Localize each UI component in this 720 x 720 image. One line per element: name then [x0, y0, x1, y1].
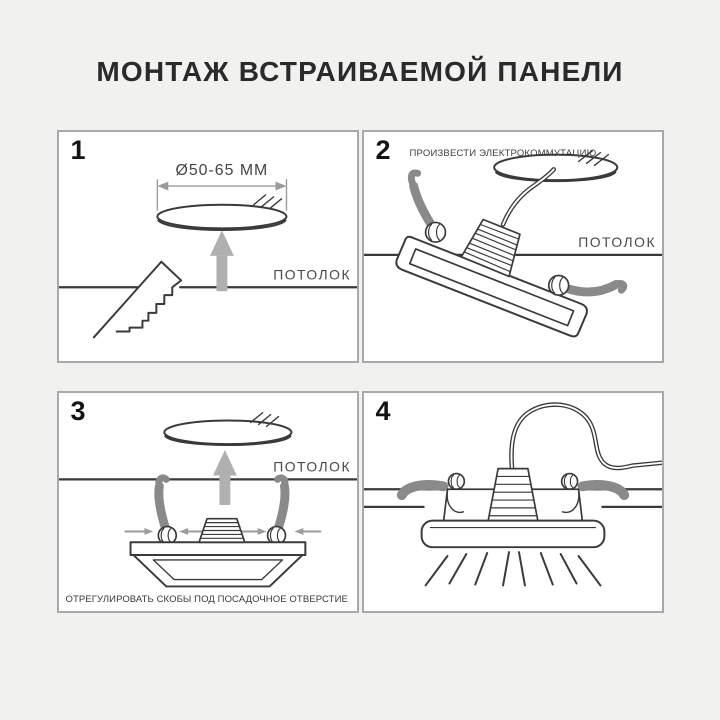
light-rays-icon	[425, 552, 600, 585]
driver-block	[199, 519, 245, 543]
spring-clip-left-icon	[158, 478, 176, 544]
step-number-3: 3	[70, 396, 86, 426]
panel-disc	[164, 413, 291, 445]
step2-wiring-illustration	[364, 132, 662, 361]
spring-clip-left-icon	[411, 173, 445, 242]
spring-clip-right-icon	[548, 275, 623, 295]
step-panel-3	[57, 391, 359, 613]
step4-installed-illustration	[364, 393, 662, 611]
step-number-1: 1	[70, 135, 86, 165]
diameter-dimension-label: Ø50-65 ММ	[175, 162, 268, 180]
step2-instruction: ПРОИЗВЕСТИ ЭЛЕКТРОКОММУТАЦИЮ	[409, 148, 597, 159]
cut-piece-saw-icon	[93, 262, 180, 338]
page-title: МОНТАЖ ВСТРАИВАЕМОЙ ПАНЕЛИ	[96, 56, 624, 87]
ceiling-label: ПОТОЛОК	[272, 266, 351, 283]
steps-grid	[57, 130, 664, 613]
step-number-2: 2	[375, 135, 391, 165]
spring-clip-right-icon	[267, 478, 285, 544]
ceiling-label: ПОТОЛОК	[272, 458, 351, 475]
panel-disc	[157, 195, 286, 230]
up-arrow-icon	[212, 450, 236, 505]
step-panel-2	[362, 130, 664, 363]
up-arrow-icon	[209, 230, 233, 291]
driver-block	[488, 469, 538, 521]
panel-rim	[421, 521, 604, 548]
step-panel-4	[362, 391, 664, 613]
fixture-body	[130, 542, 305, 586]
ceiling-label: ПОТОЛОК	[577, 234, 656, 250]
step-panel-1	[57, 130, 359, 363]
step1-cut-hole-illustration	[59, 132, 357, 361]
step3-caption: ОТРЕГУЛИРОВАТЬ СКОБЫ ПОД ПОСАДОЧНОЕ ОТВЕРСТИЕ	[65, 594, 348, 605]
power-cable	[511, 405, 662, 469]
step-number-4: 4	[375, 396, 391, 426]
step3-adjust-clips-illustration	[59, 393, 357, 611]
